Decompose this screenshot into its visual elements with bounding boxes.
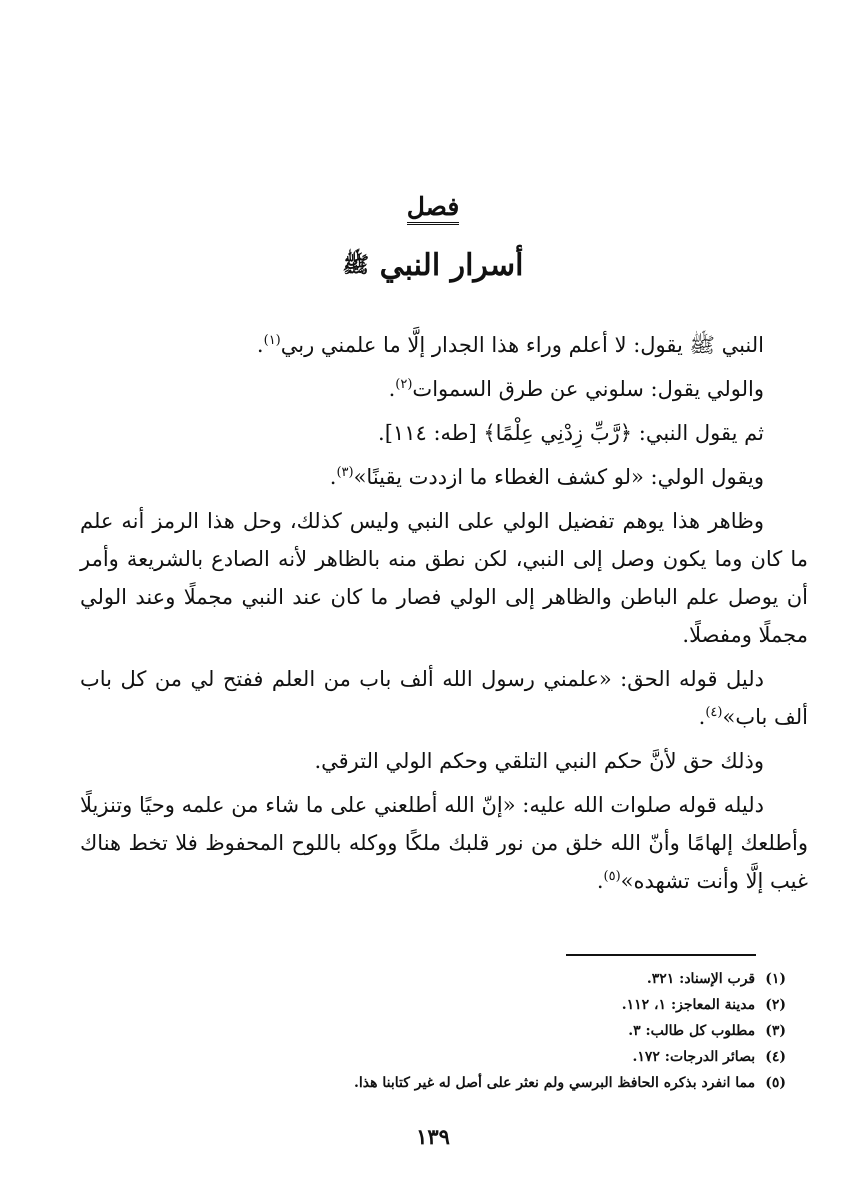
chapter-title-text: أسرار النبي: [379, 248, 524, 283]
footnote-text: قرب الإسناد: ٣٢١.: [646, 971, 756, 987]
paragraph-4: [80, 786, 808, 900]
footnote-number: (١): [765, 971, 786, 987]
paragraph-4-text: دليله قوله صلوات الله عليه: «إنّ الله أطلعني على ما شاء من علمه وحيًا وتنزيلًا وأطلعك إلهامًا وأنّ الله خلق من نور قلبك ملكًا ووكله باللوح المحفوظ فلا تخط هناك غيب إلَّا وأنت تشهده»: [80, 793, 808, 893]
section-heading-text: فصل: [407, 192, 460, 225]
footnote-1: [80, 966, 786, 992]
footnote-number: (٤): [765, 1049, 786, 1065]
paragraph-3: وذلك حق لأنَّ حكم النبي التلقي وحكم الولي الترقي.: [314, 749, 764, 773]
footnote-ref-5: (٥): [603, 869, 621, 884]
footnote-4: [80, 1044, 786, 1070]
body-line-3: [80, 414, 808, 452]
footnote-ref-1: (١): [263, 333, 281, 348]
body-line-3-text: ثم يقول النبي: ﴿رَّبِّ زِدْنِي عِلْمًا﴾ [طه: ١١٤].: [378, 421, 764, 445]
footnote-text: مدينة المعاجز: ١، ١١٢.: [621, 997, 756, 1013]
body-line-1-text: النبي ﷺ يقول: لا أعلم وراء هذا الجدار إلَّا ما علمني ربي: [280, 333, 764, 357]
paragraph-2: [80, 660, 808, 736]
body-line-1: [80, 326, 808, 364]
salawat-ligature-icon: ﷺ: [342, 252, 370, 278]
footnote-separator: [566, 954, 756, 956]
chapter-title: [0, 248, 866, 283]
paragraph-4-end: .: [596, 869, 604, 893]
footnote-ref-4: (٤): [705, 705, 723, 720]
body-line-1-end: .: [256, 333, 264, 357]
paragraph-1: وظاهر هذا يوهم تفضيل الولي على النبي وليس كذلك، وحل هذا الرمز أنه علم ما كان وما يكون وصل إلى النبي، لكن نطق منه بالظاهر لأنه الصادع بالشريعة وأمر أن يوصل علم الباطن والظاهر إلى الولي فصار ما كان عند النبي مجملًا وعند الولي مجملًا ومفصلًا.: [80, 509, 808, 647]
page-number: ١٣٩: [416, 1124, 450, 1149]
footnote-3: [80, 1018, 786, 1044]
body-line-2-end: .: [388, 377, 396, 401]
footnotes: [80, 966, 786, 1096]
body-line-4-text: ويقول الولي: «لو كشف الغطاء ما ازددت يقينًا»: [353, 465, 764, 489]
paragraph-2-text: دليل قوله الحق: «علمني رسول الله ألف باب من العلم ففتح لي من كل باب ألف باب»: [80, 667, 808, 729]
footnote-text: مما انفرد بذكره الحافظ البرسي ولم نعثر على أصل له غير كتابنا هذا.: [353, 1075, 756, 1091]
footnote-number: (٣): [765, 1023, 786, 1039]
body-text: [80, 326, 808, 900]
body-line-4: [80, 458, 808, 496]
section-heading: [0, 192, 866, 221]
body-line-4-end: .: [329, 465, 337, 489]
body-line-2-text: والولي يقول: سلوني عن طرق السموات: [412, 377, 764, 401]
body-line-2: [80, 370, 808, 408]
footnote-2: [80, 992, 786, 1018]
footnote-text: مطلوب كل طالب: ٣.: [628, 1023, 756, 1039]
footnote-ref-2: (٢): [395, 377, 413, 392]
footnote-number: (٢): [765, 997, 786, 1013]
footnote-5: [80, 1070, 786, 1096]
footnote-text: بصائر الدرجات: ١٧٢.: [632, 1049, 756, 1065]
footnote-number: (٥): [765, 1075, 786, 1091]
footnote-ref-3: (٣): [336, 465, 354, 480]
paragraph-2-end: .: [698, 705, 706, 729]
